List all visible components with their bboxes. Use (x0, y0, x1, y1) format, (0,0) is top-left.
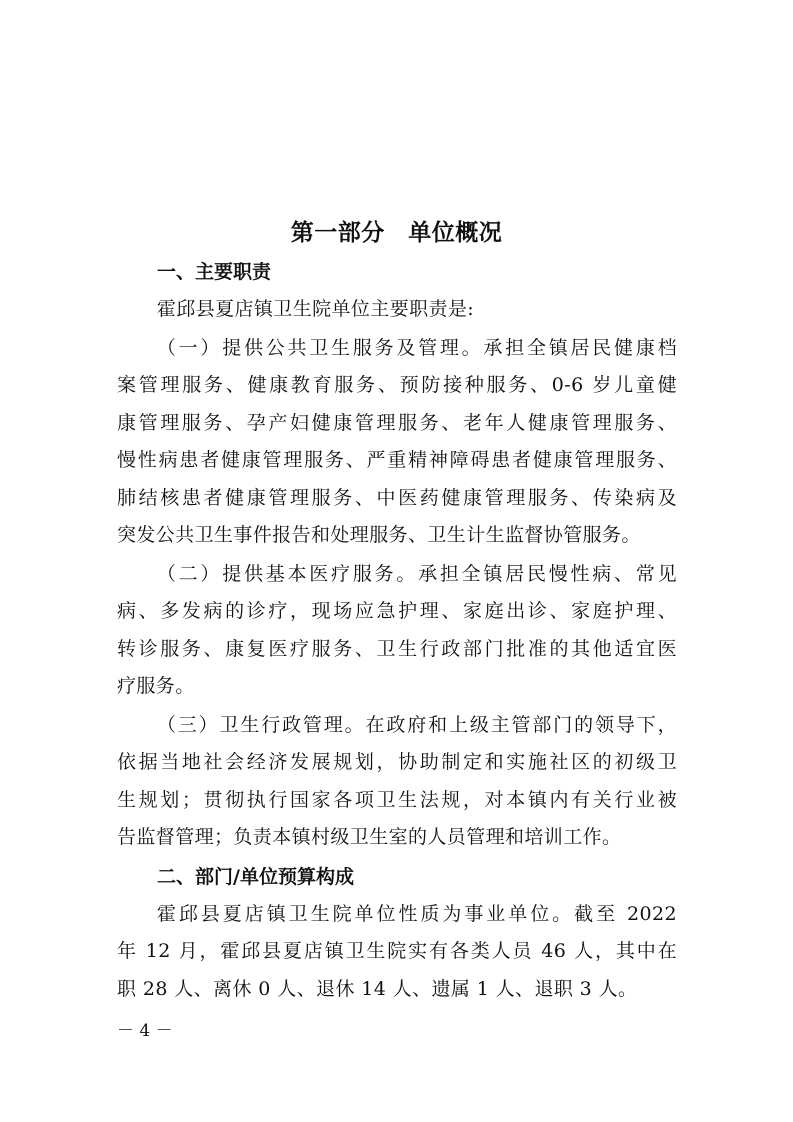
paragraph-unit-nature (117, 896, 677, 1009)
document-body (117, 253, 677, 1009)
paragraph-line: 疗服务。 (117, 675, 195, 697)
paragraph-line: 病、多发病的诊疗，现场应急护理、家庭出诊、家庭护理、 (117, 600, 677, 622)
paragraph-line: 康管理服务、孕产妇健康管理服务、老年人健康管理服务、 (117, 411, 677, 434)
paragraph-basic-medical (117, 556, 677, 706)
paragraph-line: 霍邱县夏店镇卫生院单位性质为事业单位。截至 2022 (156, 902, 677, 925)
page-number: － 4 － (117, 1021, 173, 1041)
page-title: 第一部分 单位概况 (290, 220, 503, 246)
paragraph-line: 告监督管理；负责本镇村级卫生室的人员管理和培训工作。 (117, 826, 622, 848)
paragraph-line: 案管理服务、健康教育服务、预防接种服务、0-6 岁儿童健 (117, 374, 677, 396)
paragraph-line: 生规划；贯彻执行国家各项卫生法规，对本镇内有关行业被 (117, 788, 677, 811)
paragraph-duties-intro (117, 291, 677, 329)
paragraph-line: （二）提供基本医疗服务。承担全镇居民慢性病、常见 (156, 562, 677, 585)
paragraph-line: 职 28 人、离休 0 人、退休 14 人、遗属 1 人、退职 3 人。 (117, 977, 638, 1000)
paragraph-line: 肺结核患者健康管理服务、中医药健康管理服务、传染病及 (117, 486, 677, 509)
paragraph-public-health (117, 330, 677, 555)
paragraph-line: 慢性病患者健康管理服务、严重精神障碍患者健康管理服务、 (117, 449, 677, 471)
paragraph-line: 依据当地社会经济发展规划，协助制定和实施社区的初级卫 (117, 751, 677, 773)
paragraph-line: （一）提供公共卫生服务及管理。承担全镇居民健康档 (156, 336, 677, 359)
paragraph-line: 转诊服务、康复医疗服务、卫生行政部门批准的其他适宜医 (117, 637, 677, 660)
section-heading-budget-structure: 二、部门/单位预算构成 (157, 865, 354, 888)
paragraph-line: 年 12 月，霍邱县夏店镇卫生院实有各类人员 46 人，其中在 (117, 940, 677, 962)
paragraph-line: 突发公共卫生事件报告和处理服务、卫生计生监督协管服务。 (117, 524, 641, 546)
paragraph-line: （三）卫生行政管理。在政府和上级主管部门的领导下， (156, 713, 677, 736)
paragraph-line: 霍邱县夏店镇卫生院单位主要职责是: (156, 298, 475, 320)
paragraph-health-admin (117, 707, 677, 857)
section-heading-main-duties: 一、主要职责 (157, 261, 272, 283)
